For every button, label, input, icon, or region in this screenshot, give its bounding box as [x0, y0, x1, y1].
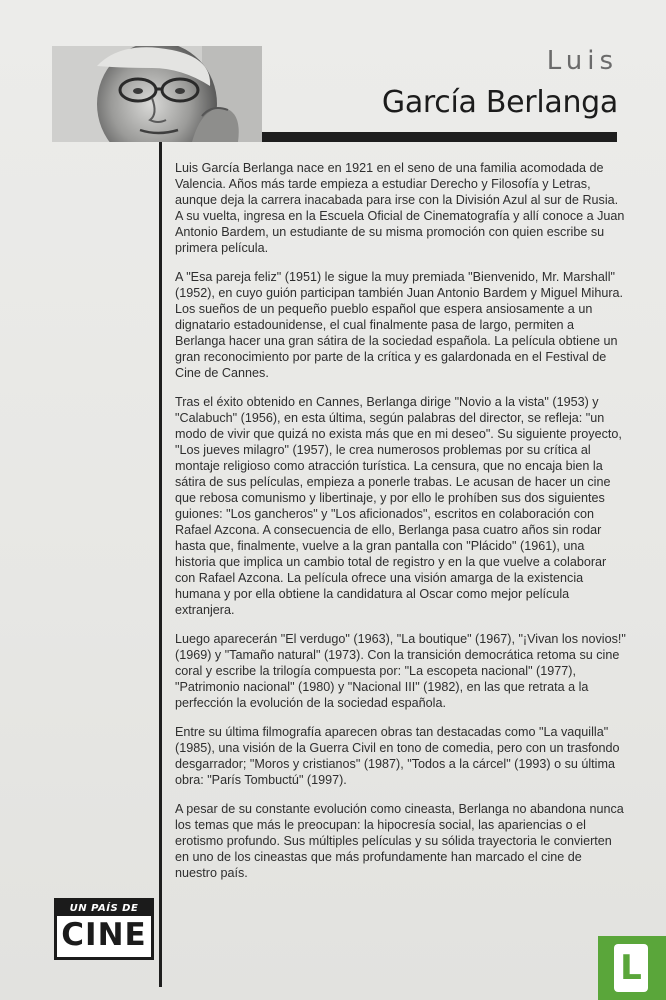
corner-letter-icon: L [614, 944, 648, 992]
logo-main-text: CINE [61, 917, 147, 953]
paragraph: Tras el éxito obtenido en Cannes, Berlanga dirige "Novio a la vista" (1953) y "Calabuch" (1956), en esta última, según palabras del director, se refleja: "un modo de vivir que quizá no exista más que en mi deseo". Su siguiente proyecto, "Los jueves milagro" (1957), le crea numerosos problemas por su crítica al montaje religioso como atracción turística. La censura, que no encaja bien la sátira de sus películas, empieza a ponerle trabas. Le acusan de hacer un cine que rebosa comunismo y libertinaje, y por ello le prohíben sus dos siguientes guiones: "Los gancheros" y "Los aficionados", escritos en colaboración con Rafael Azcona. A consecuencia de ello, Berlanga pasa cuatro años sin rodar hasta que, finalmente, vuelve a la gran pantalla con "Plácido" (1961), una historia que implica un cambio total de registro y en la que vuelve a colaborar con Rafael Azcona. La película ofrece una visión amarga de la existencia humana y por ella obtiene la candidatura al Oscar como mejor película extranjera. [175, 395, 622, 617]
logo-top-text: UN PAÍS DE [57, 901, 151, 916]
header-first-name: Luis [546, 46, 618, 76]
header-last-name: García Berlanga [381, 85, 618, 120]
paragraph: Luis García Berlanga nace en 1921 en el seno de una familia acomodada de Valencia. Años más tarde empieza a estudiar Derecho y Filosofía y Letras, aunque deja la carrera inacabada para irse con la División Azul al sur de Rusia. A su vuelta, ingresa en la Escuela Oficial de Cinematografía y allí conoce a Juan Antonio Bardem, un estudiante de su misma promoción con quien escribe su primera película. [175, 161, 625, 255]
paragraph: Luego aparecerán "El verdugo" (1963), "La boutique" (1967), "¡Vivan los novios!" (1969) y "Tamaño natural" (1973). Con la transición democrática retoma su cine coral y escribe la trilogía compuesta por: "La escopeta nacional" (1977), "Patrimonio nacional" (1980) y "Nacional III" (1982), en las que retrata a la perfección la evolución de la sociedad española. [175, 632, 626, 710]
paragraph: Entre su última filmografía aparecen obras tan destacadas como "La vaquilla" (1985), una visión de la Guerra Civil en tono de comedia, pero con un trasfondo desgarrador; "Moros y cristianos" (1987), "Todos a la cárcel" (1993) o su última obra: "París Tombuctú" (1997). [175, 725, 620, 787]
portrait-image [52, 46, 262, 142]
corner-watermark-tab [598, 936, 666, 1000]
paragraph: A "Esa pareja feliz" (1951) le sigue la muy premiada "Bienvenido, Mr. Marshall" (1952), en cuyo guión participan también Juan Antonio Bardem y Miguel Mihura. Los sueños de un pequeño pueblo español que espera ansiosamente a un dignatario estadounidense, el cual finalmente pasa de largo, permiten a Berlanga hacer una gran sátira de la sociedad española. La película obtiene un gran reconocimiento por parte de la crítica y es galardonada en el Festival de Cine de Cannes. [175, 270, 624, 380]
paragraph: A pesar de su constante evolución como cineasta, Berlanga no abandona nunca los temas que más le preocupan: la hipocresía social, las apariencias o el erotismo profundo. Sus múltiples películas y su sólida trayectoria le convierten en uno de los cineastas que más profundamente han marcado el cine de nuestro país. [175, 802, 624, 880]
portrait-photo [52, 46, 262, 142]
biography-text [175, 160, 627, 894]
vertical-rule [159, 142, 162, 987]
un-pais-de-cine-logo [54, 898, 154, 960]
header-divider-bar [262, 132, 617, 142]
